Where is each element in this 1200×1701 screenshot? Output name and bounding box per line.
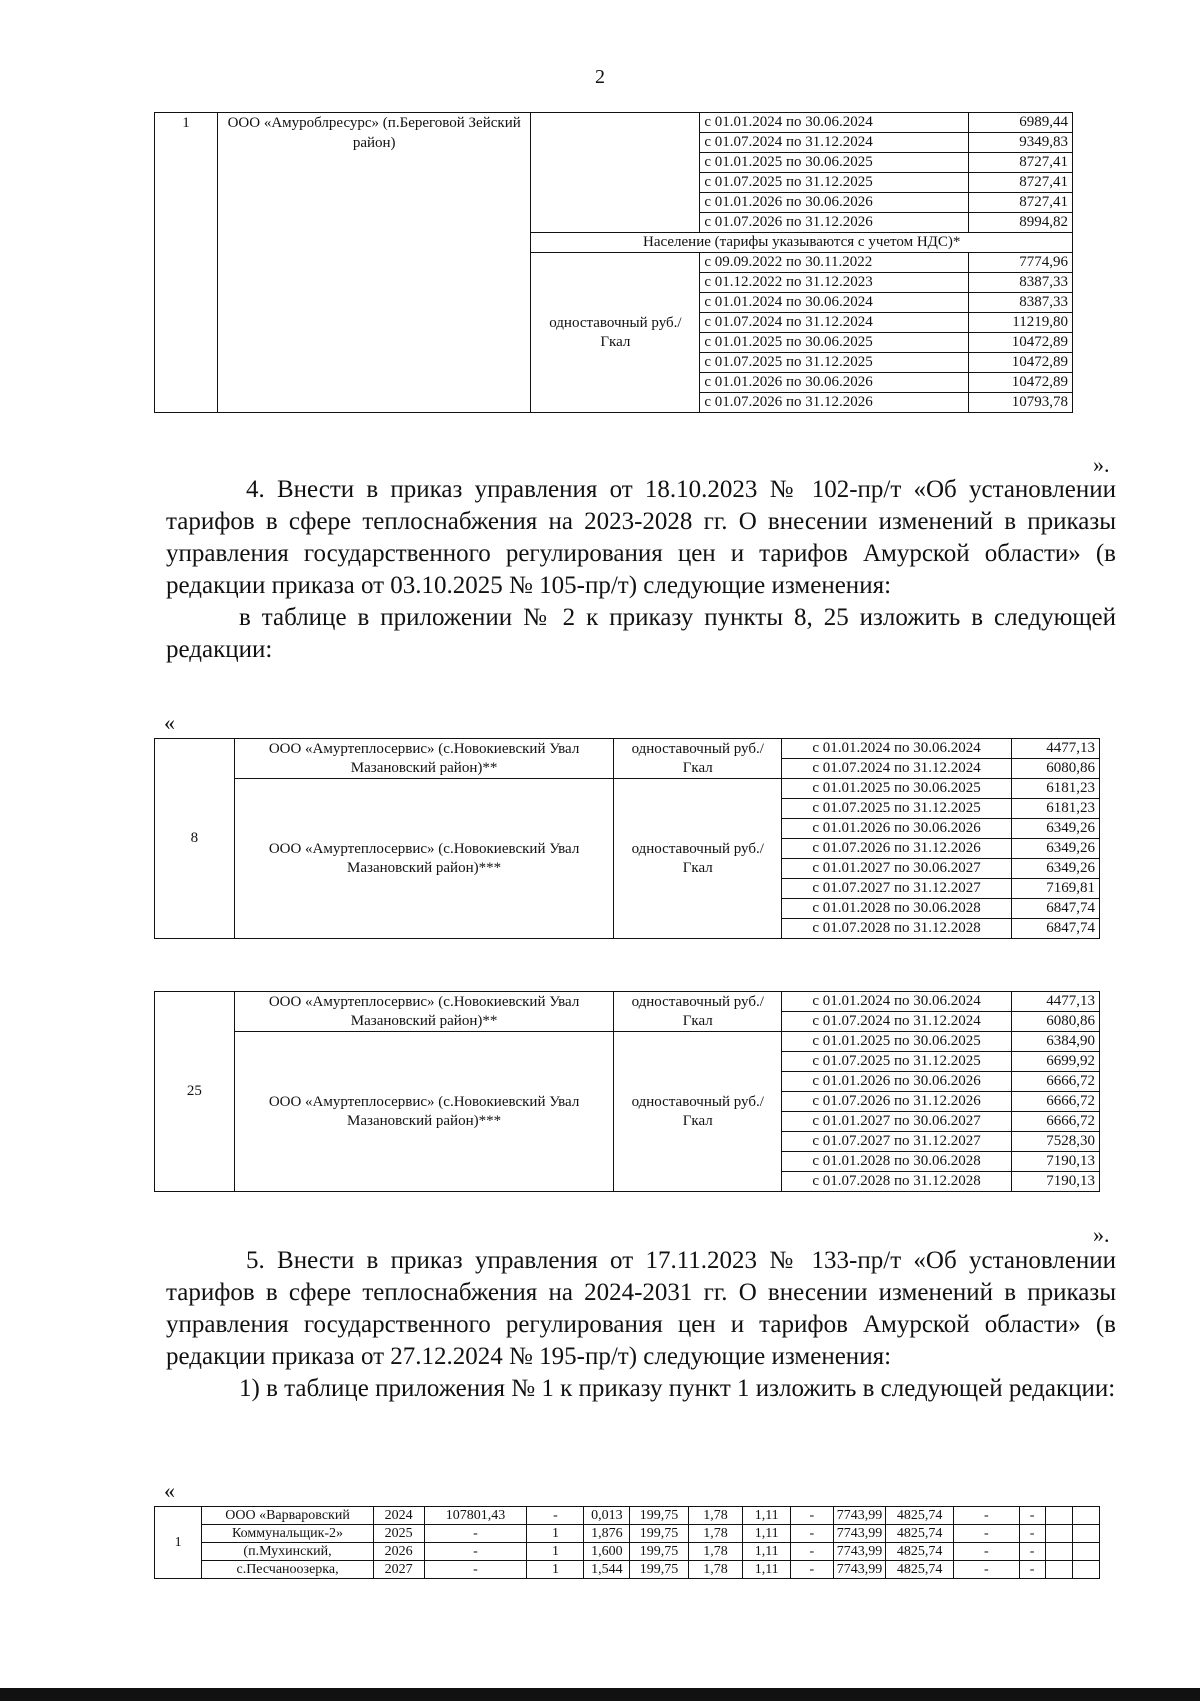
table-value: -	[954, 1525, 1019, 1543]
empty-cell	[1045, 1525, 1072, 1543]
table-value: -	[1019, 1561, 1045, 1579]
tariff-value: 10472,89	[969, 333, 1073, 353]
row-number: 25	[155, 992, 235, 1192]
table-value: 0,013	[584, 1507, 630, 1525]
open-quote-4: «	[164, 710, 175, 735]
row-number: 8	[155, 739, 235, 939]
period: с 01.01.2024 по 30.06.2024	[782, 992, 1012, 1012]
organization-name: ООО «Амуртеплосервис» (с.Новокиевский Увал Мазановский район)**	[234, 739, 613, 779]
empty-cell	[1045, 1543, 1072, 1561]
pad	[1073, 253, 1103, 273]
table-value: 1,11	[743, 1543, 791, 1561]
table-value: 1,78	[688, 1525, 743, 1543]
table-value: 1,11	[743, 1525, 791, 1543]
tariff-value: 6080,86	[1012, 759, 1100, 779]
period: с 01.07.2024 по 31.12.2024	[700, 133, 969, 153]
period: с 01.01.2028 по 30.06.2028	[782, 1152, 1012, 1172]
pad	[1073, 193, 1103, 213]
rate-type: одноставочный руб./Гкал	[614, 739, 782, 779]
period: с 01.07.2025 по 31.12.2025	[782, 799, 1012, 819]
tariff-value: 6349,26	[1012, 839, 1100, 859]
period: с 01.07.2027 по 31.12.2027	[782, 879, 1012, 899]
period: с 01.07.2024 по 31.12.2024	[700, 313, 969, 333]
period: с 01.01.2027 по 30.06.2027	[782, 859, 1012, 879]
tariff-value: 6181,23	[1012, 779, 1100, 799]
row-number: 1	[155, 1507, 202, 1579]
tariff-value: 6989,44	[969, 113, 1073, 133]
organization-name: ООО «Амуртеплосервис» (с.Новокиевский Увал Мазановский район)**	[234, 992, 613, 1032]
period: с 09.09.2022 по 30.11.2022	[700, 253, 969, 273]
tariff-value: 11219,80	[969, 313, 1073, 333]
organization-name: ООО «Амуртеплосервис» (с.Новокиевский Увал Мазановский район)***	[234, 779, 613, 939]
table-value: 2026	[373, 1543, 424, 1561]
pad	[1073, 353, 1103, 373]
empty-cell	[1045, 1507, 1072, 1525]
period: с 01.07.2027 по 31.12.2027	[782, 1132, 1012, 1152]
pad	[1073, 313, 1103, 333]
period: с 01.01.2024 по 30.06.2024	[700, 113, 969, 133]
paragraph-5	[166, 1245, 1116, 1405]
period: с 01.01.2028 по 30.06.2028	[782, 899, 1012, 919]
period: с 01.01.2025 по 30.06.2025	[782, 1032, 1012, 1052]
table-row	[155, 992, 1100, 1012]
period: с 01.07.2024 по 31.12.2024	[782, 1012, 1012, 1032]
table-value: 4825,74	[886, 1525, 954, 1543]
period: с 01.01.2027 по 30.06.2027	[782, 1112, 1012, 1132]
organization-name-line: с.Песчаноозерка,	[202, 1561, 373, 1579]
tariff-value: 6349,26	[1012, 859, 1100, 879]
scan-bottom-edge	[0, 1688, 1200, 1701]
tariff-value: 8387,33	[969, 273, 1073, 293]
rate-type: одноставочный руб./Гкал	[614, 992, 782, 1032]
tariff-value: 4477,13	[1012, 739, 1100, 759]
organization-name: ООО «Амуртеплосервис» (с.Новокиевский Увал Мазановский район)***	[234, 1032, 613, 1192]
paragraph-4	[166, 474, 1116, 666]
table-value: -	[791, 1543, 834, 1561]
tariff-value: 6666,72	[1012, 1112, 1100, 1132]
tariff-value: 10472,89	[969, 353, 1073, 373]
table-value: -	[791, 1507, 834, 1525]
period: с 01.07.2026 по 31.12.2026	[700, 393, 969, 413]
table-value: -	[1019, 1543, 1045, 1561]
table-value: 199,75	[630, 1543, 688, 1561]
table-value: 2027	[373, 1561, 424, 1579]
tariff-value: 9349,83	[969, 133, 1073, 153]
period: с 01.07.2024 по 31.12.2024	[782, 759, 1012, 779]
table-value: 1,78	[688, 1561, 743, 1579]
table-value: 199,75	[630, 1507, 688, 1525]
organization-name-line: Коммунальщик-2»	[202, 1525, 373, 1543]
rate-type: одноставочный руб./Гкал	[531, 253, 700, 413]
table-value: -	[791, 1561, 834, 1579]
tariff-value: 7169,81	[1012, 879, 1100, 899]
paragraph-5-text: 5. Внести в приказ управления от 17.11.2023 № 133-пр/т «Об установлении тарифов в сфере теплоснабжения на 2024-2031 гг. О внесении изменений в приказы управления государственного регулирования цен и тарифов Амурской области» (в редакции приказа от 27.12.2024 № 195-пр/т) следующие изменения:	[166, 1247, 1116, 1370]
paragraph-4-sub: в таблице в приложении № 2 к приказу пункты 8, 25 изложить в следующей редакции:	[166, 604, 1116, 663]
table-value: 1,544	[584, 1561, 630, 1579]
open-quote-5: «	[164, 1478, 175, 1503]
tariff-value: 6847,74	[1012, 899, 1100, 919]
pad	[1073, 153, 1103, 173]
empty-cell	[1072, 1543, 1099, 1561]
rate-type: одноставочный руб./Гкал	[614, 779, 782, 939]
pad	[1073, 333, 1103, 353]
table-row	[155, 1525, 1100, 1543]
tariff-value: 8994,82	[969, 213, 1073, 233]
table-row	[155, 1507, 1100, 1525]
table-value: 4825,74	[886, 1507, 954, 1525]
table-value: 1,11	[743, 1561, 791, 1579]
tariff-value: 10472,89	[969, 373, 1073, 393]
empty-cell	[1045, 1561, 1072, 1579]
organization-name-line: (п.Мухинский,	[202, 1543, 373, 1561]
tariff-value: 8727,41	[969, 153, 1073, 173]
table-value: -	[791, 1525, 834, 1543]
table-value: 2024	[373, 1507, 424, 1525]
table-value: 1,876	[584, 1525, 630, 1543]
table-value: 199,75	[630, 1561, 688, 1579]
period: с 01.07.2025 по 31.12.2025	[782, 1052, 1012, 1072]
rate-type: одноставочный руб./Гкал	[614, 1032, 782, 1192]
table-row	[155, 1032, 1100, 1052]
tariff-value: 6080,86	[1012, 1012, 1100, 1032]
tariff-value: 8727,41	[969, 173, 1073, 193]
table-value: 7743,99	[833, 1561, 886, 1579]
table-value: 1,78	[688, 1543, 743, 1561]
table-value: -	[954, 1543, 1019, 1561]
organization-name-line: ООО «Варваровский	[202, 1507, 373, 1525]
table-value: 7743,99	[833, 1507, 886, 1525]
tariff-table-1	[154, 112, 1103, 413]
pad	[1073, 173, 1103, 193]
tariff-value: 6666,72	[1012, 1072, 1100, 1092]
tariff-value: 7528,30	[1012, 1132, 1100, 1152]
table-value: -	[527, 1507, 584, 1525]
period: с 01.07.2025 по 31.12.2025	[700, 353, 969, 373]
empty-cell	[1072, 1561, 1099, 1579]
paragraph-4-text: 4. Внести в приказ управления от 18.10.2023 № 102-пр/т «Об установлении тарифов в сфере теплоснабжения на 2023-2028 гг. О внесении изменений в приказы управления государственного регулирования цен и тарифов Амурской области» (в редакции приказа от 03.10.2025 № 105-пр/т) следующие изменения:	[166, 476, 1116, 599]
pad	[1073, 293, 1103, 313]
period: с 01.01.2024 по 30.06.2024	[782, 739, 1012, 759]
period: с 01.07.2025 по 31.12.2025	[700, 173, 969, 193]
period: с 01.07.2026 по 31.12.2026	[782, 1092, 1012, 1112]
rate-type-empty	[531, 113, 700, 233]
period: с 01.01.2026 по 30.06.2026	[782, 1072, 1012, 1092]
row-number: 1	[155, 113, 218, 413]
period: с 01.01.2025 по 30.06.2025	[700, 333, 969, 353]
organization-name: ООО «Амуроблресурс» (п.Береговой Зейский район)	[217, 113, 531, 413]
pad	[1073, 113, 1103, 133]
period: с 01.01.2026 по 30.06.2026	[700, 373, 969, 393]
table-value: 1,600	[584, 1543, 630, 1561]
table-row	[155, 779, 1100, 799]
table-row	[155, 739, 1100, 759]
tariff-value: 7190,13	[1012, 1172, 1100, 1192]
table-value: 7743,99	[833, 1525, 886, 1543]
table-value: 2025	[373, 1525, 424, 1543]
table-value: 1,78	[688, 1507, 743, 1525]
table-value: 107801,43	[424, 1507, 527, 1525]
tariff-value: 7774,96	[969, 253, 1073, 273]
pad	[1073, 373, 1103, 393]
pad	[1073, 133, 1103, 153]
pad	[1073, 393, 1103, 413]
period: с 01.07.2028 по 31.12.2028	[782, 919, 1012, 939]
empty-cell	[1072, 1525, 1099, 1543]
period: с 01.01.2024 по 30.06.2024	[700, 293, 969, 313]
close-quote-3: ».	[1093, 1222, 1110, 1247]
table-row	[155, 113, 1103, 133]
table-value: -	[424, 1525, 527, 1543]
page-number: 2	[595, 66, 605, 88]
tariff-table-25	[154, 991, 1100, 1192]
close-quote-1: ».	[1093, 452, 1110, 477]
paragraph-5-sub: 1) в таблице приложения № 1 к приказу пункт 1 изложить в следующей редакции:	[239, 1375, 1116, 1402]
period: с 01.07.2026 по 31.12.2026	[700, 213, 969, 233]
tariff-value: 6666,72	[1012, 1092, 1100, 1112]
table-row	[155, 1561, 1100, 1579]
period: с 01.07.2028 по 31.12.2028	[782, 1172, 1012, 1192]
period: с 01.01.2025 по 30.06.2025	[782, 779, 1012, 799]
table-value: -	[424, 1543, 527, 1561]
period: с 01.01.2026 по 30.06.2026	[782, 819, 1012, 839]
pad	[1073, 273, 1103, 293]
tariff-value: 10793,78	[969, 393, 1073, 413]
pad	[1073, 233, 1103, 253]
period: с 01.12.2022 по 31.12.2023	[700, 273, 969, 293]
table-value: 1	[527, 1525, 584, 1543]
tariff-value: 4477,13	[1012, 992, 1100, 1012]
tariff-table-varvarovsky	[154, 1506, 1100, 1579]
table-value: 7743,99	[833, 1543, 886, 1561]
pad	[1073, 213, 1103, 233]
tariff-value: 6847,74	[1012, 919, 1100, 939]
period: с 01.01.2026 по 30.06.2026	[700, 193, 969, 213]
period: с 01.01.2025 по 30.06.2025	[700, 153, 969, 173]
tariff-table-8	[154, 738, 1100, 939]
tariff-value: 6349,26	[1012, 819, 1100, 839]
table-value: 1	[527, 1561, 584, 1579]
tariff-value: 6181,23	[1012, 799, 1100, 819]
table-value: -	[424, 1561, 527, 1579]
table-value: -	[1019, 1525, 1045, 1543]
tariff-value: 7190,13	[1012, 1152, 1100, 1172]
table-value: 4825,74	[886, 1543, 954, 1561]
population-header: Население (тарифы указываются с учетом НДС)*	[531, 233, 1073, 253]
tariff-value: 8727,41	[969, 193, 1073, 213]
tariff-value: 6384,90	[1012, 1032, 1100, 1052]
table-value: -	[1019, 1507, 1045, 1525]
tariff-value: 6699,92	[1012, 1052, 1100, 1072]
tariff-value: 8387,33	[969, 293, 1073, 313]
table-value: -	[954, 1561, 1019, 1579]
table-value: 1,11	[743, 1507, 791, 1525]
table-value: 4825,74	[886, 1561, 954, 1579]
table-row	[155, 1543, 1100, 1561]
table-value: -	[954, 1507, 1019, 1525]
table-value: 1	[527, 1543, 584, 1561]
table-value: 199,75	[630, 1525, 688, 1543]
empty-cell	[1072, 1507, 1099, 1525]
period: с 01.07.2026 по 31.12.2026	[782, 839, 1012, 859]
